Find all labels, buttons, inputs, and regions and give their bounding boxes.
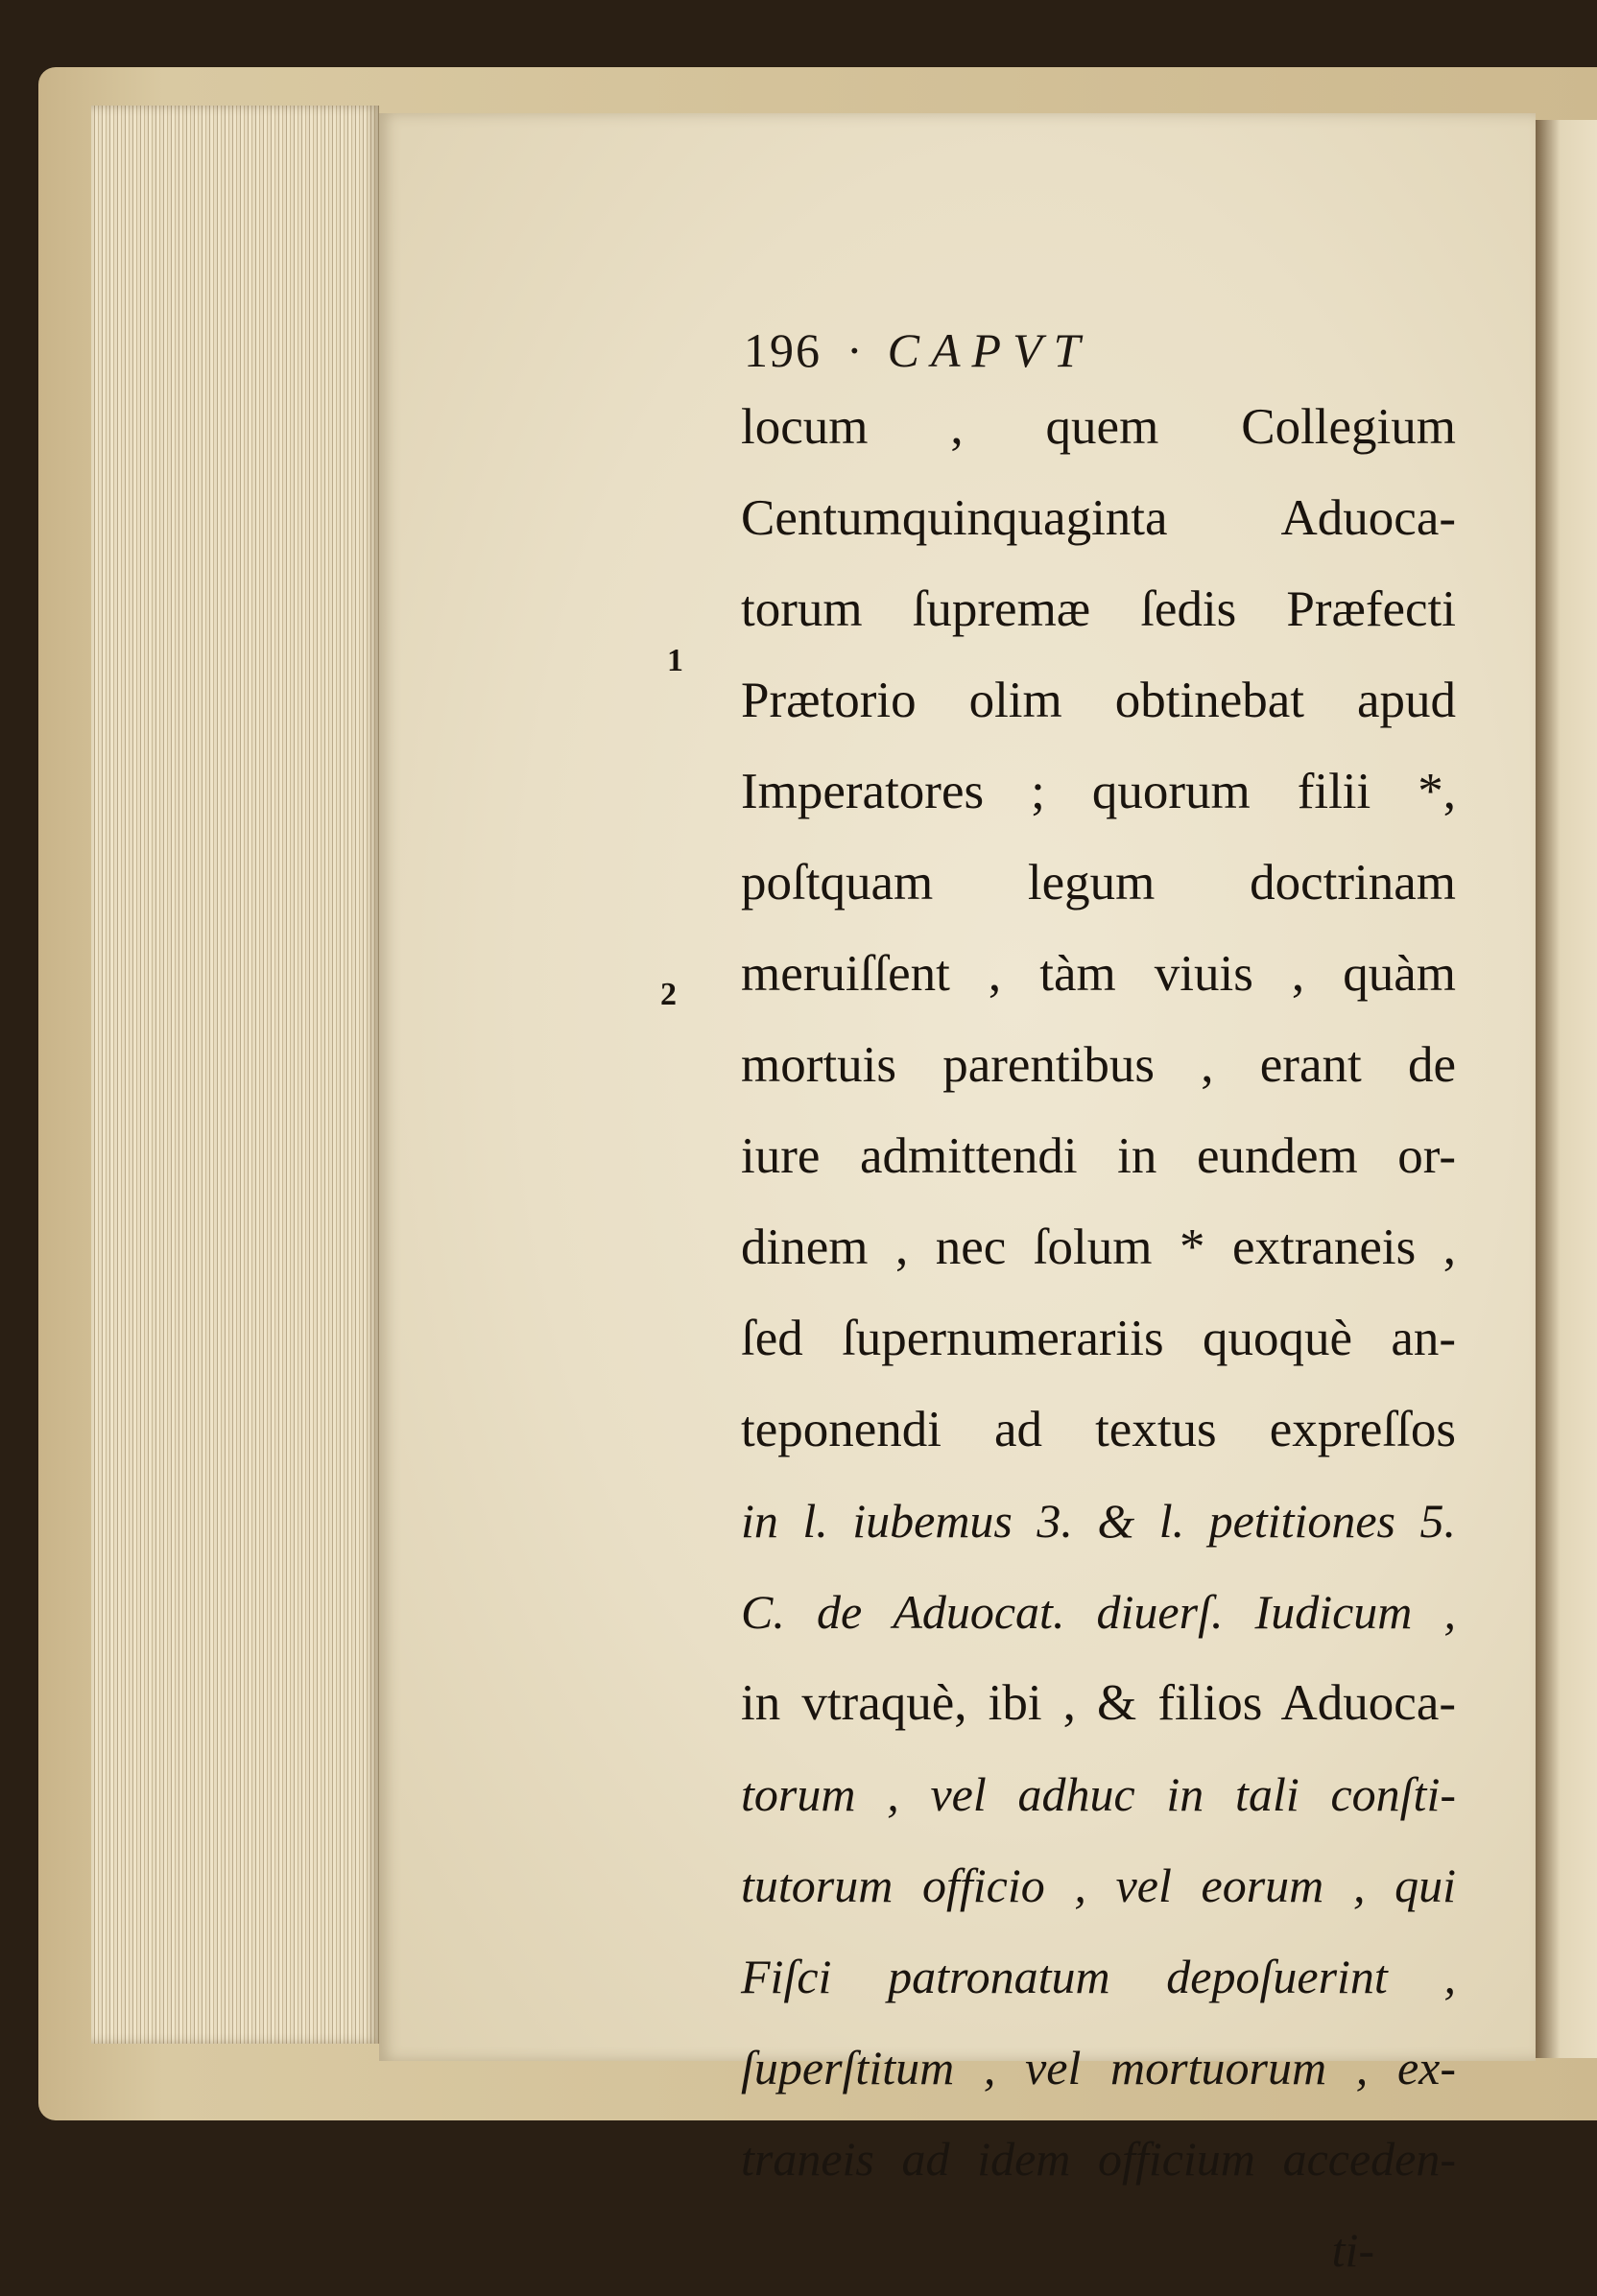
marginal-note-1: 1 xyxy=(667,643,683,678)
text-line: meruiſſent , tàm viuis , quàm xyxy=(741,946,1456,1002)
text-line: teponendi ad textus expreſſos xyxy=(741,1402,1456,1457)
text-line: iure admittendi in eundem or- xyxy=(741,1128,1456,1184)
text-line: mortuis parentibus , erant de xyxy=(741,1037,1456,1093)
running-head xyxy=(744,317,1281,384)
text-line: torum , vel adhuc in tali conſti- xyxy=(741,1767,1456,1821)
text-line: Prætorio olim obtinebat apud xyxy=(741,673,1456,728)
text-line: Fiſci patronatum depoſuerint , xyxy=(741,1950,1456,2003)
text-line: in vtraquè, ibi , & filios Aduoca- xyxy=(741,1675,1456,1731)
text-line: dinem , nec ſolum * extraneis , xyxy=(741,1219,1456,1275)
text-line: torum ſupremæ ſedis Præfecti xyxy=(741,581,1456,637)
text-line: Centumquinquaginta Aduoca- xyxy=(741,490,1456,546)
marginal-note-2: 2 xyxy=(660,977,677,1012)
text-line: in l. iubemus 3. & l. petitiones 5. xyxy=(741,1494,1456,1548)
text-line: Imperatores ; quorum filii *, xyxy=(741,764,1456,819)
catchword: ti- xyxy=(1331,2223,1374,2277)
text-line: traneis ad idem officium acceden- xyxy=(741,2132,1456,2186)
text-line: poſtquam legum doctrinam xyxy=(741,855,1456,911)
page-number: 196 xyxy=(744,323,822,377)
body-text xyxy=(741,382,1456,2296)
running-head-separator: · xyxy=(846,323,863,377)
text-line: ſuperſtitum , vel mortuorum , ex- xyxy=(741,2041,1456,2095)
text-line: C. de Aduocat. diuerſ. Iudicum , xyxy=(741,1585,1456,1639)
page-edges xyxy=(91,106,379,2044)
text-line: ſed ſupernumerariis quoquè an- xyxy=(741,1311,1456,1366)
text-line: tutorum officio , vel eorum , qui xyxy=(741,1858,1456,1912)
facing-page-edge xyxy=(1536,120,1597,2058)
text-line: locum , quem Collegium xyxy=(741,399,1456,455)
running-head-title: CAPVT xyxy=(887,323,1092,377)
